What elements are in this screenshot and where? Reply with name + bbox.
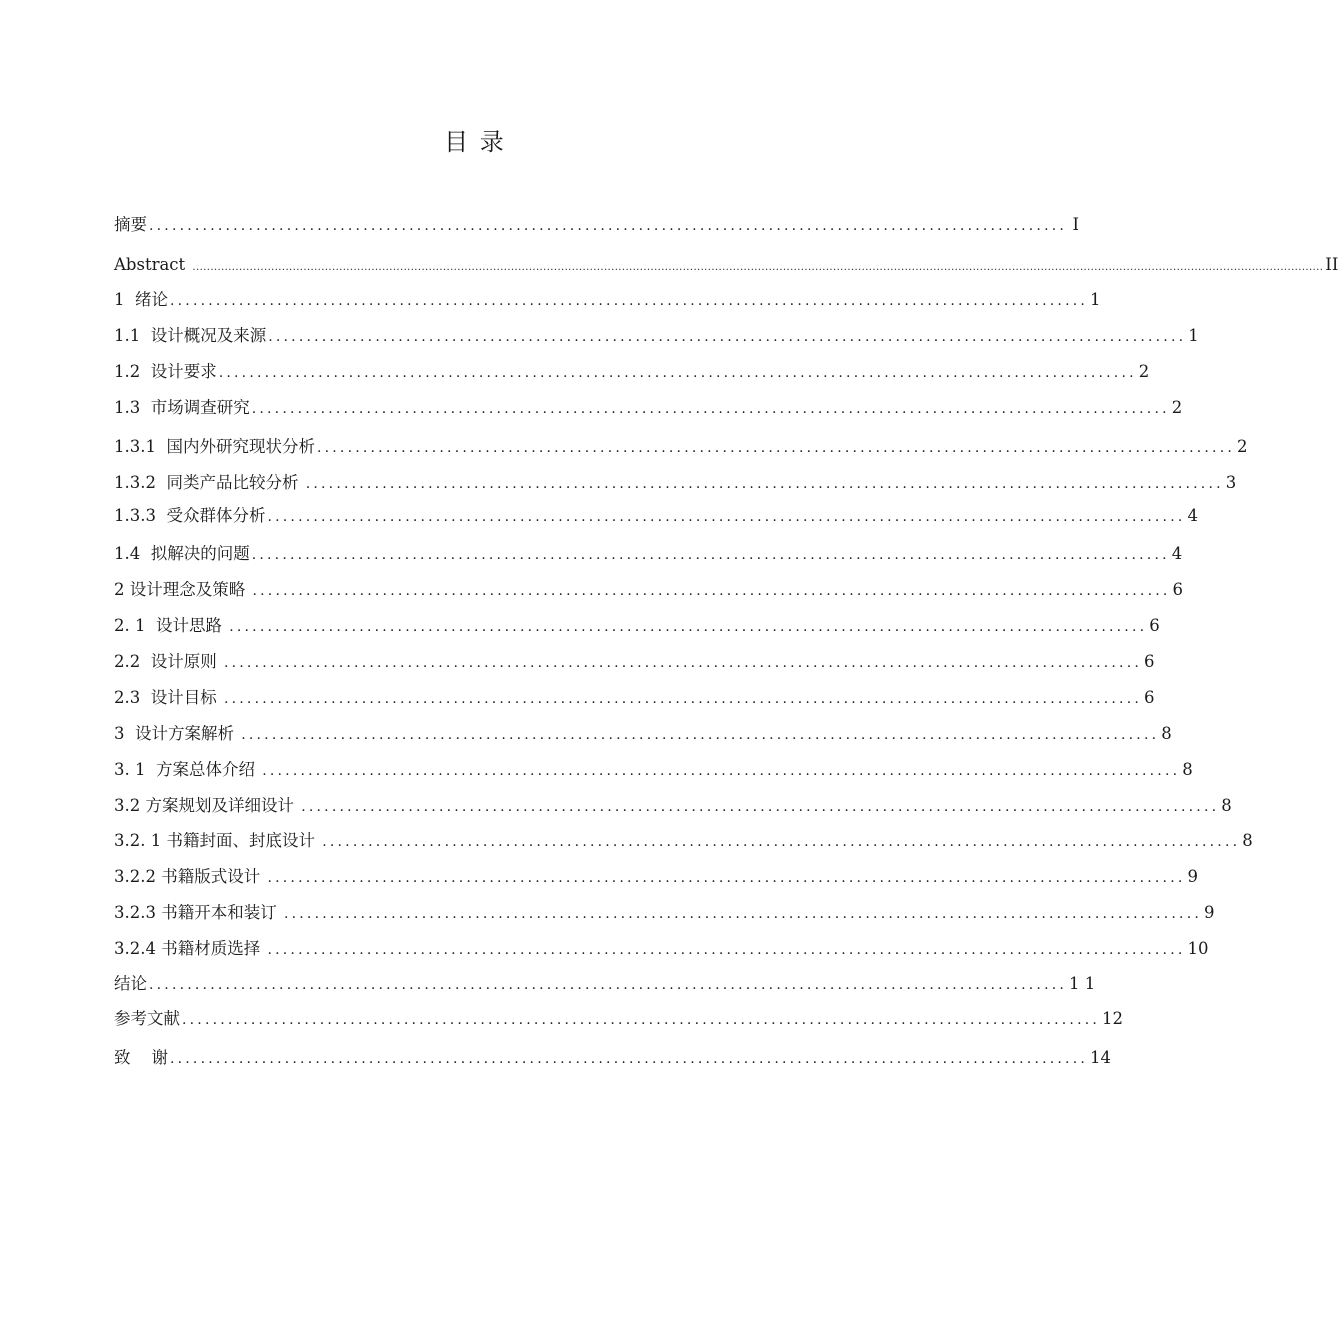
toc-entry-2[interactable] <box>114 578 1184 602</box>
toc-entry-title: 1.3.1 国内外研究现状分析 <box>114 437 315 456</box>
toc-entry-page: 8 <box>1161 724 1172 743</box>
toc-entry-page: 4 <box>1171 544 1183 563</box>
toc-entry-1-3-1[interactable] <box>114 435 1248 459</box>
toc-entry-page: 8 <box>1242 831 1253 850</box>
toc-dot-leader: ........................................................................................................................ <box>322 834 1241 850</box>
toc-dot-leader: ........................................................................................................................ <box>182 1012 1101 1028</box>
toc-entry-title: 2. 1 设计思路 <box>114 616 228 635</box>
toc-entry-page: 8 <box>1221 796 1232 815</box>
toc-entry-title: 结论 <box>114 974 147 993</box>
toc-dot-leader: ........................................................................................................................ <box>267 942 1186 958</box>
toc-entry-1-4[interactable] <box>114 542 1183 566</box>
toc-entry-page: 2 <box>1138 362 1150 381</box>
toc-dot-leader: ........................................................................................................................ <box>229 619 1148 635</box>
toc-entry-title: 摘要 <box>114 215 147 234</box>
toc-dot-leader: ........................................................................................................................ <box>268 329 1187 345</box>
toc-entry-title: 参考文献 <box>114 1009 180 1028</box>
toc-entry-title: 1.3.2 同类产品比较分析 <box>114 473 304 492</box>
toc-entry-title: 3.2. 1 书籍封面、封底设计 <box>114 831 321 850</box>
toc-entry-3-1[interactable] <box>114 758 1193 782</box>
toc-entry-page: 6 <box>1149 616 1160 635</box>
toc-entry-title: 2.2 设计原则 <box>114 652 222 671</box>
toc-entry-1-3[interactable] <box>114 396 1183 420</box>
toc-dot-leader: ........................................................................................................................ <box>267 509 1186 525</box>
toc-entry-3-2-3[interactable] <box>114 901 1215 925</box>
toc-entry-acknowledgements[interactable] <box>114 1046 1112 1070</box>
toc-entry-title: 3.2.3 书籍开本和装订 <box>114 903 282 922</box>
toc-entry-page: 2 <box>1171 398 1183 417</box>
toc-dot-leader: ............................................................................................................................................................................................................................................................................................................................ <box>192 262 1324 273</box>
toc-entry-title: Abstract <box>114 255 191 274</box>
toc-dot-leader: ........................................................................................................................ <box>305 476 1224 492</box>
toc-entry-2-3[interactable] <box>114 686 1155 710</box>
toc-dot-leader: ........................................................................................................................ <box>283 906 1203 922</box>
toc-dot-leader: ........................................................................................................................ <box>223 655 1143 671</box>
toc-entry-title: 1.4 拟解决的问题 <box>114 544 250 563</box>
toc-entry-abstract-en[interactable] <box>114 253 1338 277</box>
toc-entry-page: I <box>1072 215 1080 234</box>
toc-entry-2-1[interactable] <box>114 614 1160 638</box>
toc-entry-3-2-2[interactable] <box>114 865 1199 889</box>
toc-dot-leader: ........................................................................................................................ <box>252 583 1171 599</box>
toc-dot-leader: ........................................................................................................................ <box>301 799 1220 815</box>
toc-entry-page: 1 <box>1090 290 1101 309</box>
toc-dot-leader: ........................................................................................................................ <box>169 1051 1089 1067</box>
toc-entry-title: 2 设计理念及策略 <box>114 580 251 599</box>
toc-entry-references[interactable] <box>114 1007 1124 1031</box>
toc-entry-title: 2.3 设计目标 <box>114 688 222 707</box>
toc-entry-3-2[interactable] <box>114 794 1232 818</box>
toc-dot-leader: ........................................................................................................................ <box>251 401 1170 417</box>
toc-dot-leader: ........................................................................................................................ <box>223 691 1143 707</box>
toc-dot-leader: ........................................................................................................................ <box>149 218 1068 234</box>
toc-entry-3-2-4[interactable] <box>114 937 1209 961</box>
toc-dot-leader: ........................................................................................................................ <box>262 763 1181 779</box>
toc-entry-page: 12 <box>1102 1009 1124 1028</box>
toc-entry-page: 3 <box>1225 473 1237 492</box>
toc-entry-conclusion[interactable] <box>114 972 1096 996</box>
toc-entry-title: 3.2.4 书籍材质选择 <box>114 939 266 958</box>
toc-dot-leader: ........................................................................................................................ <box>241 727 1160 743</box>
toc-entry-title: 3.2.2 书籍版式设计 <box>114 867 266 886</box>
toc-entry-page: 4 <box>1187 506 1199 525</box>
toc-entry-title: 3 设计方案解析 <box>114 724 240 743</box>
toc-entry-page: 2 <box>1237 437 1248 456</box>
toc-dot-leader: ........................................................................................................................ <box>149 977 1068 993</box>
toc-entry-page: 9 <box>1187 867 1199 886</box>
toc-entry-2-2[interactable] <box>114 650 1155 674</box>
toc-entry-page: 9 <box>1204 903 1215 922</box>
toc-entry-title: 致 谢 <box>114 1048 168 1067</box>
toc-entry-title: 1.2 设计要求 <box>114 362 217 381</box>
toc-entry-abstract-cn[interactable] <box>114 213 1080 237</box>
toc-entry-page: 1 1 <box>1069 974 1096 993</box>
toc-entry-title: 1.3.3 受众群体分析 <box>114 506 266 525</box>
toc-entry-1-2[interactable] <box>114 360 1150 384</box>
toc-entry-title: 3.2 方案规划及详细设计 <box>114 796 300 815</box>
toc-entry-page: 6 <box>1172 580 1184 599</box>
toc-entry-page: 14 <box>1090 1048 1112 1067</box>
toc-entry-page: 1 <box>1188 326 1199 345</box>
toc-entry-page: 6 <box>1144 688 1155 707</box>
toc-entry-page: 10 <box>1187 939 1209 958</box>
toc-dot-leader: ........................................................................................................................ <box>316 440 1236 456</box>
toc-dot-leader: ........................................................................................................................ <box>251 547 1170 563</box>
page-title: 目 录 <box>444 128 506 156</box>
toc-entry-1-1[interactable] <box>114 324 1199 348</box>
toc-dot-leader: ........................................................................................................................ <box>170 293 1089 309</box>
toc-entry-page: 8 <box>1182 760 1193 779</box>
toc-entry-page: II <box>1325 255 1338 274</box>
toc-dot-leader: ........................................................................................................................ <box>218 365 1137 381</box>
toc-dot-leader: ........................................................................................................................ <box>267 870 1186 886</box>
toc-entry-title: 1 绪论 <box>114 290 168 309</box>
toc-entry-title: 3. 1 方案总体介绍 <box>114 760 261 779</box>
toc-entry-1[interactable] <box>114 288 1101 312</box>
toc-entry-3-2-1[interactable] <box>114 829 1253 853</box>
toc-entry-3[interactable] <box>114 722 1172 746</box>
toc-entry-title: 1.1 设计概况及来源 <box>114 326 267 345</box>
toc-entry-page: 6 <box>1144 652 1155 671</box>
toc-entry-1-3-2[interactable] <box>114 471 1237 495</box>
toc-entry-1-3-3[interactable] <box>114 504 1199 528</box>
toc-entry-title: 1.3 市场调查研究 <box>114 398 250 417</box>
